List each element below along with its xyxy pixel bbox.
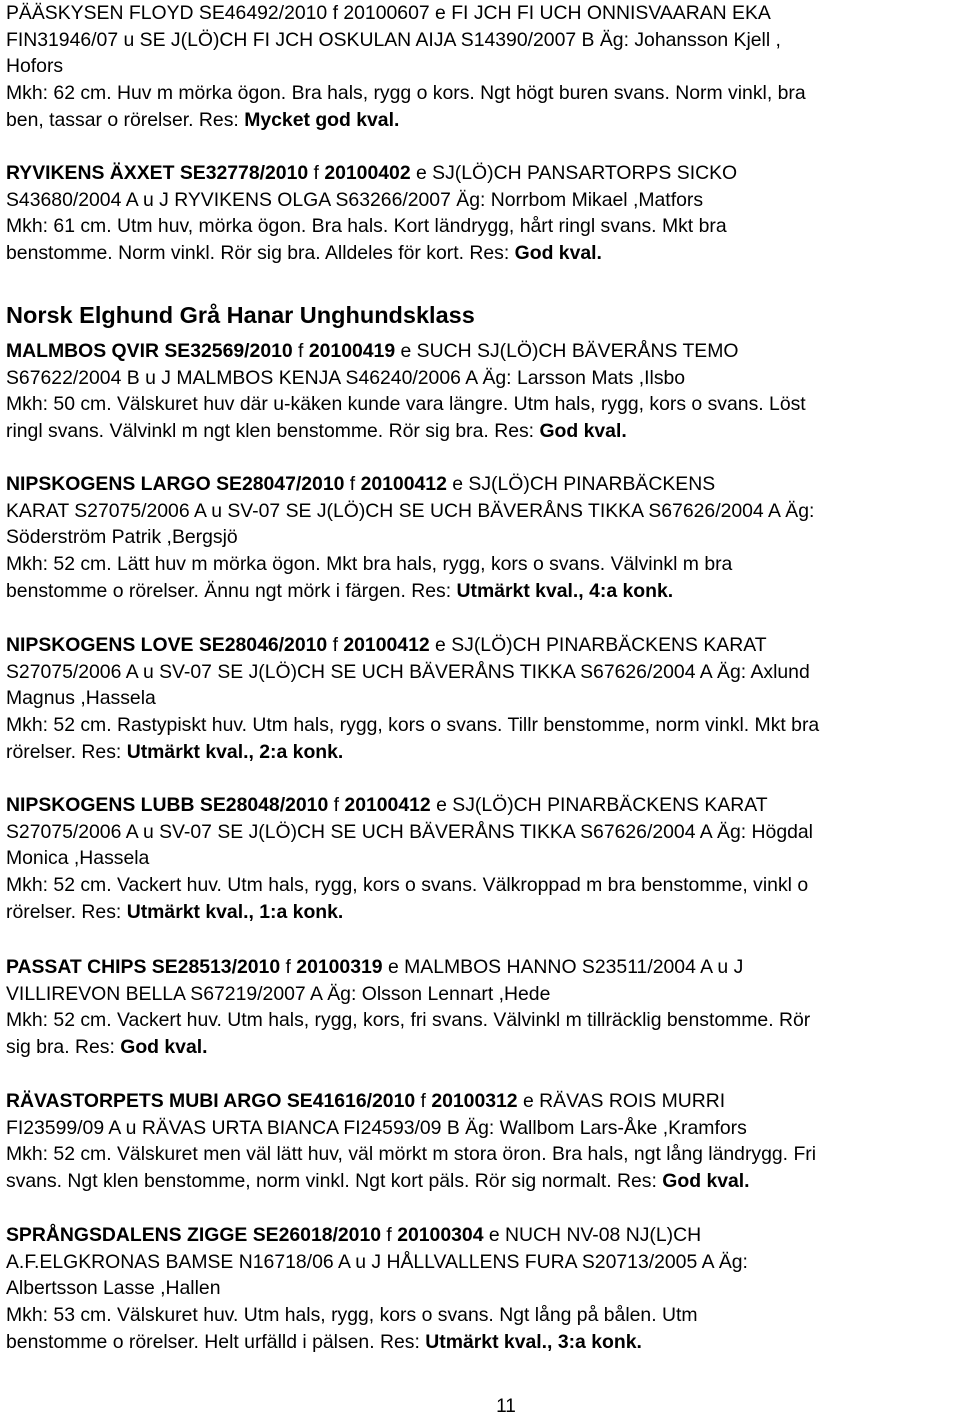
entry-line [6, 1007, 810, 1034]
body-text: f [381, 1224, 398, 1246]
body-text: Mkh: 61 cm. Utm huv, mörka ögon. Bra hals. Kort ländrygg, hårt ringl svans. Mkt bra [6, 215, 727, 238]
bold-text: Utmärkt kval., 1:a konk. [126, 900, 344, 923]
entry-line [6, 338, 806, 365]
dog-entry [6, 1222, 748, 1356]
entry-line [6, 240, 737, 267]
entry-line [6, 1115, 816, 1142]
entry-line [6, 578, 814, 605]
dog-entry [6, 338, 806, 445]
bold-text: 20100412 [343, 634, 430, 656]
body-text: rörelser. Res: [6, 740, 127, 763]
body-text: Hofors [6, 55, 64, 78]
entry-line [6, 391, 806, 418]
entry-line [6, 739, 819, 766]
dog-entry [6, 0, 806, 134]
entry-line [6, 1088, 816, 1115]
entry-line [6, 418, 806, 445]
bold-text: God kval. [120, 1036, 208, 1059]
body-text: e NUCH NV-08 NJ(L)CH [483, 1224, 702, 1246]
bold-text: 20100412 [360, 473, 447, 495]
entry-line [6, 27, 806, 54]
dog-entry [6, 792, 813, 926]
bold-text: NIPSKOGENS LOVE SE28046/2010 [6, 634, 328, 656]
dog-entry [6, 160, 737, 267]
bold-text: 20100402 [324, 162, 411, 184]
bold-text: 20100412 [344, 794, 431, 816]
entry-line [6, 1168, 816, 1195]
bold-text: Mycket god kval. [244, 108, 400, 131]
entry-line [6, 107, 806, 134]
body-text: ringl svans. Välvinkl m ngt klen benstomme. Rör sig bra. Res: [6, 420, 540, 443]
bold-text: RYVIKENS ÄXXET SE32778/2010 [6, 162, 309, 184]
body-text: ben, tassar o rörelser. Res: [6, 108, 245, 131]
entry-line [6, 471, 814, 498]
page-number: 11 [496, 1396, 516, 1417]
body-text: f [328, 794, 345, 816]
dog-entry [6, 471, 814, 605]
body-text: Mkh: 50 cm. Välskuret huv där u-käken kunde vara längre. Utm hals, rygg, kors o svans. Löst [6, 393, 806, 416]
bold-text: 20100312 [431, 1090, 518, 1112]
body-text: f [344, 473, 361, 495]
dog-entry [6, 632, 819, 766]
entry-line [6, 632, 819, 659]
entry-line [6, 792, 813, 819]
bold-text: NIPSKOGENS LUBB SE28048/2010 [6, 794, 329, 816]
entry-line [6, 187, 737, 214]
body-text: Mkh: 62 cm. Huv m mörka ögon. Bra hals, rygg o kors. Ngt högt buren svans. Norm vinkl, bra [6, 82, 806, 105]
body-text: e SJ(LÖ)CH PANSARTORPS SICKO [410, 162, 738, 184]
entry-line [6, 845, 813, 872]
entry-line [6, 0, 806, 27]
dog-entry [6, 1088, 816, 1195]
entry-line [6, 551, 814, 578]
bold-text: God kval. [539, 420, 627, 443]
body-text: VILLIREVON BELLA S67219/2007 A Äg: Olsson Lennart ,Hede [6, 982, 551, 1005]
bold-text: 20100419 [308, 340, 396, 362]
body-text: f [280, 956, 297, 978]
entry-line [6, 524, 814, 551]
body-text: e SJ(LÖ)CH PINARBÄCKENS KARAT [430, 794, 768, 816]
entry-line [6, 1275, 748, 1302]
body-text: Mkh: 52 cm. Vackert huv. Utm hals, rygg, kors o svans. Välkroppad m bra benstomme, vinkl o [6, 874, 809, 897]
entry-line [6, 685, 819, 712]
body-text: Monica ,Hassela [6, 847, 150, 870]
body-text: FIN31946/07 u SE J(LÖ)CH FI JCH OSKULAN AIJA S14390/2007 B Äg: Johansson Kjell , [6, 28, 781, 51]
entry-line [6, 80, 806, 107]
body-text: e MALMBOS HANNO S23511/2004 A u J [382, 956, 744, 978]
entry-line [6, 712, 819, 739]
bold-text: Utmärkt kval., 3:a konk. [425, 1330, 642, 1353]
entry-line [6, 213, 737, 240]
bold-text: 20100304 [397, 1224, 484, 1246]
bold-text: RÄVASTORPETS MUBI ARGO SE41616/2010 [6, 1090, 416, 1112]
body-text: S67622/2004 B u J MALMBOS KENJA S46240/2006 A Äg: Larsson Mats ,Ilsbo [6, 366, 686, 389]
entry-line [6, 53, 806, 80]
body-text: Mkh: 52 cm. Lätt huv m mörka ögon. Mkt bra hals, rygg, kors o svans. Välvinkl m bra [6, 553, 733, 576]
body-text: PÄÄSKYSEN FLOYD SE46492/2010 f 20100607 e FI JCH FI UCH ONNISVAARAN EKA [6, 2, 771, 24]
bold-text: Utmärkt kval., 4:a konk. [456, 579, 674, 602]
body-text: svans. Ngt klen benstomme, norm vinkl. Ngt kort päls. Rör sig normalt. Res: [6, 1170, 663, 1193]
body-text: sig bra. Res: [6, 1036, 121, 1059]
body-text: S27075/2006 A u SV-07 SE J(LÖ)CH SE UCH BÄVERÅNS TIKKA S67626/2004 A Äg: Axlund [6, 660, 810, 683]
entry-line [6, 981, 810, 1008]
body-text: Söderström Patrik ,Bergsjö [6, 526, 238, 549]
body-text: e RÄVAS ROIS MURRI [517, 1090, 726, 1112]
bold-text: PASSAT CHIPS SE28513/2010 [6, 956, 281, 978]
body-text: Mkh: 53 cm. Välskuret huv. Utm hals, rygg, kors o svans. Ngt lång på bålen. Utm [6, 1304, 698, 1327]
entry-line [6, 899, 813, 926]
body-text: benstomme o rörelser. Helt urfälld i pälsen. Res: [6, 1330, 426, 1353]
entry-line [6, 160, 737, 187]
bold-text: 20100319 [296, 956, 383, 978]
entry-line [6, 819, 813, 846]
body-text: FI23599/09 A u RÄVAS URTA BIANCA FI24593/09 B Äg: Wallbom Lars-Åke ,Kramfors [6, 1116, 747, 1139]
dog-entry [6, 954, 810, 1061]
body-text: e SJ(LÖ)CH PINARBÄCKENS KARAT [429, 634, 767, 656]
body-text: f [308, 162, 325, 184]
body-text: f [292, 340, 309, 362]
entry-line [6, 365, 806, 392]
entry-line [6, 872, 813, 899]
body-text: Albertsson Lasse ,Hallen [6, 1277, 221, 1300]
body-text: f [327, 634, 344, 656]
body-text: Mkh: 52 cm. Vackert huv. Utm hals, rygg, kors, fri svans. Välvinkl m tillräcklig benstomme. Rör [6, 1009, 811, 1032]
body-text: Mkh: 52 cm. Välskuret men väl lätt huv, väl mörkt m stora öron. Bra hals, ngt lång ländrygg. Fri [6, 1143, 817, 1166]
entry-line [6, 1302, 748, 1329]
body-text: S43680/2004 A u J RYVIKENS OLGA S63266/2007 Äg: Norrbom Mikael ,Matfors [6, 188, 704, 211]
body-text: benstomme o rörelser. Ännu ngt mörk i färgen. Res: [6, 579, 457, 602]
entry-line [6, 659, 819, 686]
entry-line [6, 498, 814, 525]
bold-text: God kval. [514, 242, 602, 265]
body-text: f [415, 1090, 432, 1112]
body-text: benstomme. Norm vinkl. Rör sig bra. Alldeles för kort. Res: [6, 242, 515, 265]
body-text: e SUCH SJ(LÖ)CH BÄVERÅNS TEMO [395, 340, 739, 362]
entry-line [6, 1329, 748, 1356]
class-heading: Norsk Elghund Grå Hanar Unghundsklass [6, 302, 475, 328]
entry-line [6, 1141, 816, 1168]
bold-text: Utmärkt kval., 2:a konk. [126, 740, 344, 763]
body-text: rörelser. Res: [6, 900, 127, 923]
body-text: Magnus ,Hassela [6, 687, 156, 710]
bold-text: NIPSKOGENS LARGO SE28047/2010 [6, 473, 345, 495]
body-text: S27075/2006 A u SV-07 SE J(LÖ)CH SE UCH BÄVERÅNS TIKKA S67626/2004 A Äg: Högdal [6, 820, 813, 843]
entry-line [6, 1249, 748, 1276]
bold-text: SPRÅNGSDALENS ZIGGE SE26018/2010 [6, 1224, 382, 1246]
bold-text: God kval. [662, 1170, 750, 1193]
body-text: KARAT S27075/2006 A u SV-07 SE J(LÖ)CH SE UCH BÄVERÅNS TIKKA S67626/2004 A Äg: [6, 499, 815, 522]
bold-text: MALMBOS QVIR SE32569/2010 [6, 340, 293, 362]
entry-line [6, 1222, 748, 1249]
entry-line [6, 954, 810, 981]
body-text: A.F.ELGKRONAS BAMSE N16718/06 A u J HÅLLVALLENS FURA S20713/2005 A Äg: [6, 1250, 748, 1273]
entry-line [6, 1034, 810, 1061]
body-text: e SJ(LÖ)CH PINARBÄCKENS [446, 473, 716, 495]
body-text: Mkh: 52 cm. Rastypiskt huv. Utm hals, rygg, kors o svans. Tillr benstomme, norm vinkl. Mkt bra [6, 714, 820, 737]
